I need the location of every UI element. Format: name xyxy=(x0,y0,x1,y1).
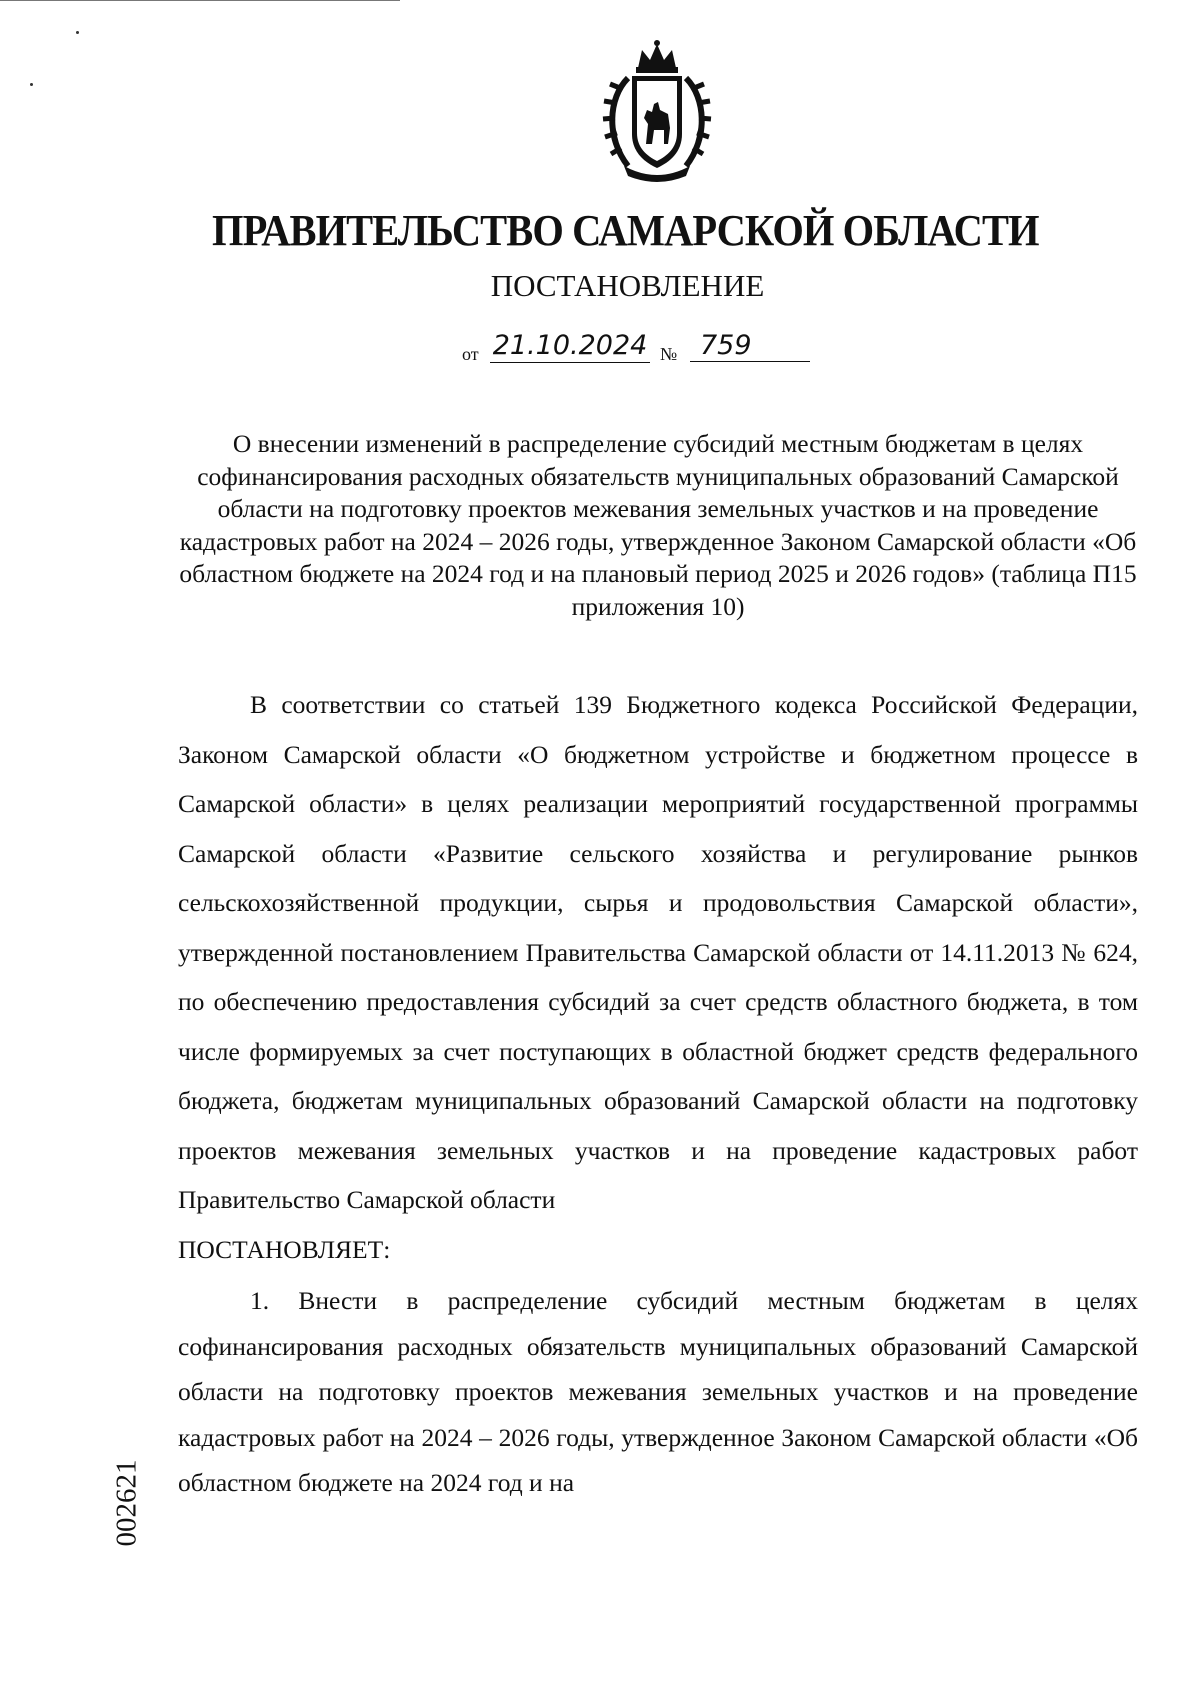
document-heading: О внесении изменений в распределение субсидий местным бюджетам в целях софинансирования расходных обязательств муниципальных образований Самарской области на подготовку проектов межевания земельных участков и на проведение кадастровых работ на 2024 – 2026 годы, утвержденное Законом Самарской области «Об областном бюджете на 2024 год и на плановый период 2025 и 2026 годов» (таблица П15 приложения 10) xyxy=(179,429,1137,621)
item-1-paragraph: 1. Внести в распределение субсидий местным бюджетам в целях софинансирования расходных обязательств муниципальных образований Самарской области на подготовку проектов межевания земельных участков и на проведение кадастровых работ на 2024 – 2026 годы, утвержденное Законом Самарской области «Об областном бюджете на 2024 год и на xyxy=(178,1286,1138,1497)
scan-speck xyxy=(30,83,33,86)
document-number: 759 xyxy=(690,330,810,362)
side-number-text: 002621 xyxy=(110,1459,143,1547)
number-prefix: № xyxy=(660,344,678,364)
side-registration-number xyxy=(105,1428,149,1578)
government-title: ПРАВИТЕЛЬСТВО САМАРСКОЙ ОБЛАСТИ xyxy=(212,206,1039,255)
document-type: ПОСТАНОВЛЕНИЕ xyxy=(490,268,765,303)
samara-coat-of-arms-icon xyxy=(598,38,716,184)
document-date: 21.10.2024 xyxy=(490,330,650,363)
scan-speck xyxy=(76,31,79,34)
preamble-paragraph: В соответствии со статьей 139 Бюджетного кодекса Российской Федерации, Законом Самарской области «О бюджетном устройстве и бюджетном процессе в Самарской области» в целях реализации мероприятий государственной программы Самарской области «Развитие сельского хозяйства и регулирование рынков сельскохозяйственной продукции, сырья и продовольствия Самарской области», утвержденной постановлением Правительства Самарской области от 14.11.2013 № 624, по обеспечению предоставления субсидий за счет средств областного бюджета, в том числе формируемых за счет поступающих в областной бюджет средств федерального бюджета, бюджетам муниципальных образований Самарской области на подготовку проектов межевания земельных участков и на проведение кадастровых работ Правительство Самарской области xyxy=(178,690,1138,1214)
scan-edge-line xyxy=(0,0,400,1)
resolve-word: ПОСТАНОВЛЯЕТ: xyxy=(178,1234,391,1264)
date-number-line xyxy=(462,330,852,370)
document-body xyxy=(178,680,1138,1506)
date-prefix: от xyxy=(462,344,479,364)
